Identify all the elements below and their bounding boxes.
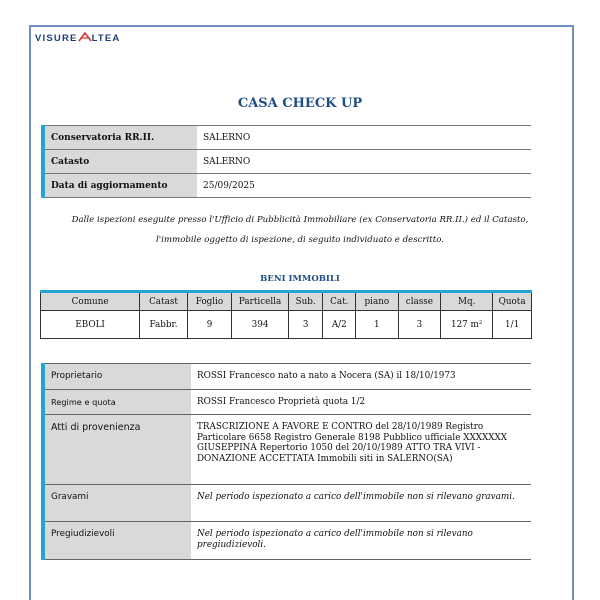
beni-immobili-table bbox=[40, 290, 532, 339]
table-cell: EBOLI bbox=[41, 311, 140, 339]
column-header: Cat. bbox=[323, 292, 356, 311]
visure-altea-logo bbox=[35, 32, 120, 44]
ownership-row bbox=[43, 390, 531, 415]
logo-text-right: LTEA bbox=[91, 33, 121, 44]
column-header: Quota bbox=[493, 292, 532, 311]
column-header: Particella bbox=[232, 292, 289, 311]
column-header: Mq. bbox=[441, 292, 493, 311]
table-cell: Fabbr. bbox=[140, 311, 187, 339]
info-label: Conservatoria RR.II. bbox=[43, 126, 197, 150]
info-value: 25/09/2025 bbox=[197, 174, 531, 198]
info-label: Data di aggiornamento bbox=[43, 174, 197, 198]
ownership-label: Pregiudizievoli bbox=[43, 522, 191, 560]
info-label: Catasto bbox=[43, 150, 197, 174]
table-cell: A/2 bbox=[323, 311, 356, 339]
intro-line: l'immobile oggetto di ispezione, di seguito individuato e descritto. bbox=[156, 235, 444, 245]
ownership-value: ROSSI Francesco nato a nato a Nocera (SA) il 18/10/1973 bbox=[191, 364, 531, 390]
table-row bbox=[41, 311, 532, 339]
info-value: SALERNO bbox=[197, 126, 531, 150]
table-cell: 9 bbox=[187, 311, 232, 339]
document-title: CASA CHECK UP bbox=[237, 96, 363, 111]
info-row bbox=[43, 174, 531, 198]
table-cell: 3 bbox=[398, 311, 441, 339]
table-cell: 3 bbox=[288, 311, 323, 339]
ownership-value: TRASCRIZIONE A FAVORE E CONTRO del 28/10/1989 Registro Particolare 6658 Registro Generale 8198 Pubblico ufficiale XXXXXXX GIUSEPPINA Repertorio 1050 del 20/10/1989 ATTO TRA VIVI - DONAZIONE ACCETTATA Immobili siti in SALERNO(SA) bbox=[191, 415, 531, 485]
ownership-row bbox=[43, 364, 531, 390]
column-header: Foglio bbox=[187, 292, 232, 311]
ownership-label: Atti di provenienza bbox=[43, 415, 191, 485]
info-row bbox=[43, 150, 531, 174]
intro-line: Dalle ispezioni eseguite presso l'Ufficio di Pubblicità Immobiliare (ex Conservatoria RR.II.) ed il Catasto, bbox=[71, 215, 529, 225]
table-cell: 1 bbox=[356, 311, 399, 339]
column-header: piano bbox=[356, 292, 399, 311]
table-cell: 394 bbox=[232, 311, 289, 339]
ownership-label: Proprietario bbox=[43, 364, 191, 390]
table-header-row bbox=[41, 292, 532, 311]
info-table bbox=[41, 125, 531, 198]
ownership-value: ROSSI Francesco Proprietà quota 1/2 bbox=[191, 390, 531, 415]
ownership-row bbox=[43, 415, 531, 485]
ownership-row bbox=[43, 485, 531, 522]
logo-peak-icon bbox=[78, 32, 92, 42]
info-value: SALERNO bbox=[197, 150, 531, 174]
column-header: classe bbox=[398, 292, 441, 311]
ownership-row bbox=[43, 522, 531, 560]
intro-paragraph bbox=[55, 210, 545, 250]
ownership-label: Gravami bbox=[43, 485, 191, 522]
column-header: Comune bbox=[41, 292, 140, 311]
column-header: Sub. bbox=[288, 292, 323, 311]
beni-immobili-heading: BENI IMMOBILI bbox=[260, 274, 340, 284]
ownership-table bbox=[41, 363, 531, 560]
ownership-value: Nel periodo ispezionato a carico dell'immobile non si rilevano pregiudizievoli. bbox=[191, 522, 531, 560]
table-cell: 1/1 bbox=[493, 311, 532, 339]
column-header: Catast bbox=[140, 292, 187, 311]
logo-text-left: VISURE bbox=[35, 33, 78, 44]
ownership-label: Regime e quota bbox=[43, 390, 191, 415]
table-cell: 127 m² bbox=[441, 311, 493, 339]
ownership-value: Nel periodo ispezionato a carico dell'immobile non si rilevano gravami. bbox=[191, 485, 531, 522]
info-row bbox=[43, 126, 531, 150]
